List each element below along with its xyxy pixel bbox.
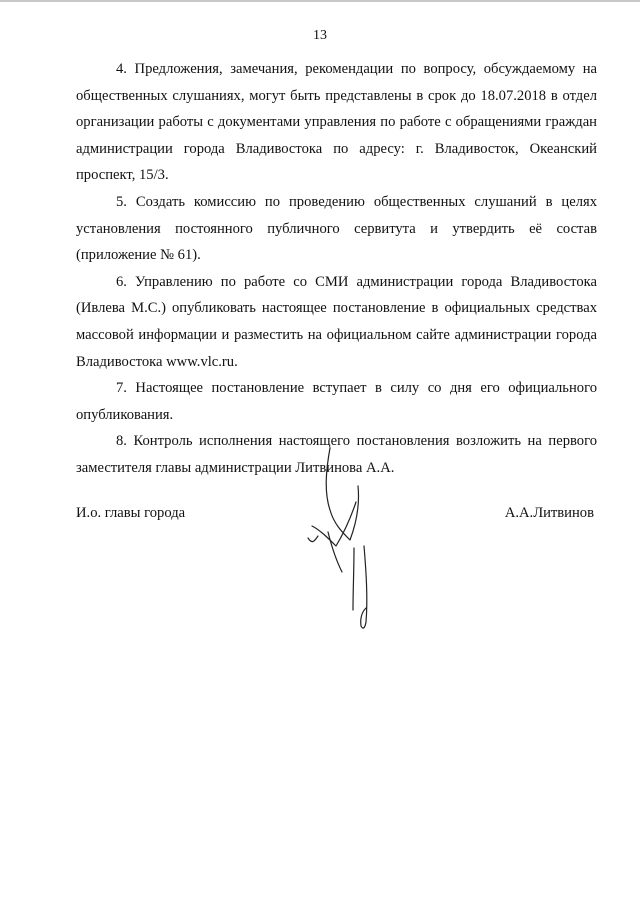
- signature-stroke-tail: [308, 536, 318, 542]
- page-number: 13: [313, 28, 327, 43]
- scan-top-edge: [0, 0, 640, 2]
- paragraph-item-6: 6. Управлению по работе со СМИ администрации города Владивостока (Ивлева М.С.) опубликовать настоящее постановление в официальных средствах массовой информации и разместить на официальном сайте администрации города Владивостока www.vlc.ru.: [76, 273, 597, 370]
- signature-stroke-long: [361, 546, 367, 628]
- signatory-position: И.о. главы города: [76, 505, 186, 521]
- document-body: [76, 56, 597, 482]
- paragraph-item-8: 8. Контроль исполнения настоящего постановления возложить на первого заместителя главы администрации Литвинова А.А.: [76, 433, 597, 476]
- signatory-name: А.А.Литвинов: [504, 505, 594, 521]
- signature-drawing: [290, 440, 400, 640]
- signature-stroke-spine: [353, 548, 354, 610]
- signature-stroke-loop: [326, 448, 358, 540]
- handwritten-signature-icon: [290, 440, 400, 640]
- paragraph-item-5: 5. Создать комиссию по проведению общественных слушаний в целях установления постоянного публичного сервитута и утвердить её состав (приложение № 61).: [76, 193, 597, 264]
- paragraph-item-7: 7. Настоящее постановление вступает в силу со дня его официального опубликования.: [76, 380, 597, 423]
- paragraph-item-4: 4. Предложения, замечания, рекомендации по вопросу, обсуждаемому на общественных слушаниях, могут быть представлены в срок до 18.07.2018 в отдел организации работы с документами управления по работе с обращениями граждан администрации города Владивостока по адресу: г. Владивосток, Океанский проспект, 15/3.: [76, 61, 597, 184]
